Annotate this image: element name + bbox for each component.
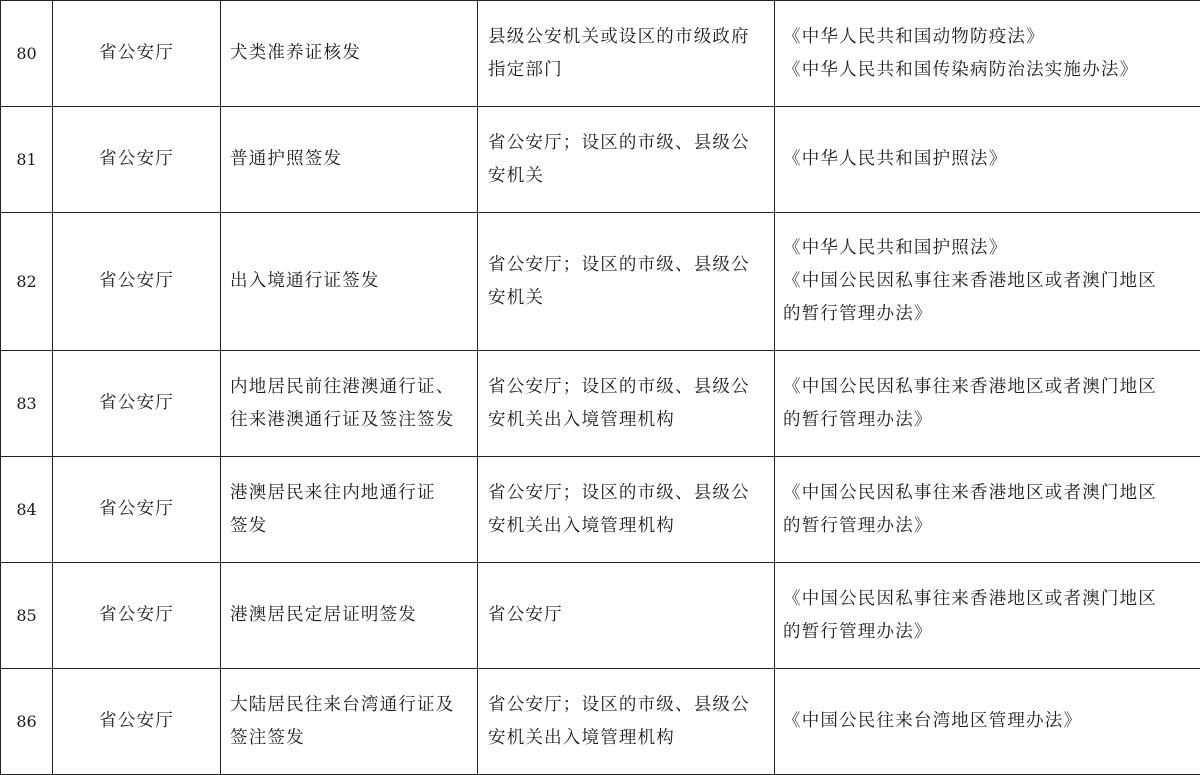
approval-item-cell <box>221 669 478 775</box>
approval-item-cell-line: 往来港澳通行证及签注签发 <box>230 404 477 437</box>
legal-basis-cell-line: 的暂行管理办法》 <box>783 298 1200 331</box>
legal-basis-cell-line: 《中国公民因私事往来香港地区或者澳门地区 <box>783 265 1200 298</box>
authority-cell-line: 省公安厅；设区的市级、县级公 <box>488 689 774 722</box>
legal-basis-cell-line: 《中华人民共和国传染病防治法实施办法》 <box>783 54 1200 87</box>
row-number-cell: 82 <box>1 213 53 351</box>
legal-basis-cell <box>775 107 1200 213</box>
department-cell: 省公安厅 <box>53 563 221 669</box>
authority-cell <box>478 351 775 457</box>
legal-basis-cell-line: 《中华人民共和国护照法》 <box>783 232 1200 265</box>
department-cell: 省公安厅 <box>53 213 221 351</box>
legal-basis-cell-line: 的暂行管理办法》 <box>783 404 1200 437</box>
authority-cell <box>478 669 775 775</box>
legal-basis-cell-line: 《中国公民往来台湾地区管理办法》 <box>783 705 1200 738</box>
approval-item-cell-line: 大陆居民往来台湾通行证及 <box>230 689 477 722</box>
authority-cell-line: 省公安厅；设区的市级、县级公 <box>488 127 774 160</box>
legal-basis-cell <box>775 351 1200 457</box>
legal-basis-cell-line: 《中国公民因私事往来香港地区或者澳门地区 <box>783 583 1200 616</box>
authority-cell-line: 省公安厅；设区的市级、县级公 <box>488 249 774 282</box>
approval-item-cell <box>221 563 478 669</box>
approval-item-cell <box>221 213 478 351</box>
approval-item-cell-line: 港澳居民定居证明签发 <box>230 599 477 632</box>
legal-basis-cell-line: 的暂行管理办法》 <box>783 616 1200 649</box>
authority-cell <box>478 1 775 107</box>
table-body <box>1 1 1200 775</box>
approval-item-cell-line: 签注签发 <box>230 722 477 755</box>
row-number-cell: 81 <box>1 107 53 213</box>
authority-cell-line: 省公安厅；设区的市级、县级公 <box>488 477 774 510</box>
authority-cell <box>478 563 775 669</box>
approval-item-cell-line: 犬类准养证核发 <box>230 37 477 70</box>
approval-item-cell <box>221 107 478 213</box>
approval-item-cell-line: 港澳居民来往内地通行证 <box>230 477 477 510</box>
department-cell: 省公安厅 <box>53 107 221 213</box>
table-row <box>1 107 1200 213</box>
approval-item-cell <box>221 1 478 107</box>
table-row <box>1 351 1200 457</box>
legal-basis-cell <box>775 213 1200 351</box>
legal-basis-cell-line: 《中国公民因私事往来香港地区或者澳门地区 <box>783 371 1200 404</box>
authority-cell-line: 安机关出入境管理机构 <box>488 510 774 543</box>
authority-cell-line: 安机关出入境管理机构 <box>488 722 774 755</box>
department-cell: 省公安厅 <box>53 457 221 563</box>
row-number-cell: 80 <box>1 1 53 107</box>
legal-basis-cell <box>775 669 1200 775</box>
authority-cell-line: 省公安厅；设区的市级、县级公 <box>488 371 774 404</box>
table-row <box>1 563 1200 669</box>
table-row <box>1 457 1200 563</box>
approval-item-cell-line: 签发 <box>230 510 477 543</box>
authority-cell-line: 县级公安机关或设区的市级政府 <box>488 21 774 54</box>
department-cell: 省公安厅 <box>53 1 221 107</box>
table-row <box>1 669 1200 775</box>
row-number-cell: 83 <box>1 351 53 457</box>
table-row <box>1 1 1200 107</box>
department-cell: 省公安厅 <box>53 669 221 775</box>
legal-basis-cell <box>775 1 1200 107</box>
approval-item-cell-line: 普通护照签发 <box>230 143 477 176</box>
authority-cell-line: 指定部门 <box>488 54 774 87</box>
table-row <box>1 213 1200 351</box>
legal-basis-cell <box>775 457 1200 563</box>
row-number-cell: 86 <box>1 669 53 775</box>
legal-basis-cell-line: 《中国公民因私事往来香港地区或者澳门地区 <box>783 477 1200 510</box>
legal-basis-cell-line: 《中华人民共和国动物防疫法》 <box>783 21 1200 54</box>
approval-item-cell <box>221 351 478 457</box>
authority-cell-line: 省公安厅 <box>488 599 774 632</box>
approval-item-cell <box>221 457 478 563</box>
authority-cell-line: 安机关 <box>488 282 774 315</box>
authority-cell-line: 安机关 <box>488 160 774 193</box>
legal-basis-cell-line: 的暂行管理办法》 <box>783 510 1200 543</box>
legal-basis-cell <box>775 563 1200 669</box>
authority-cell <box>478 457 775 563</box>
row-number-cell: 85 <box>1 563 53 669</box>
department-cell: 省公安厅 <box>53 351 221 457</box>
approval-item-cell-line: 出入境通行证签发 <box>230 265 477 298</box>
authority-cell <box>478 213 775 351</box>
approval-item-cell-line: 内地居民前往港澳通行证、 <box>230 371 477 404</box>
authority-cell-line: 安机关出入境管理机构 <box>488 404 774 437</box>
authority-cell <box>478 107 775 213</box>
row-number-cell: 84 <box>1 457 53 563</box>
legal-basis-cell-line: 《中华人民共和国护照法》 <box>783 143 1200 176</box>
